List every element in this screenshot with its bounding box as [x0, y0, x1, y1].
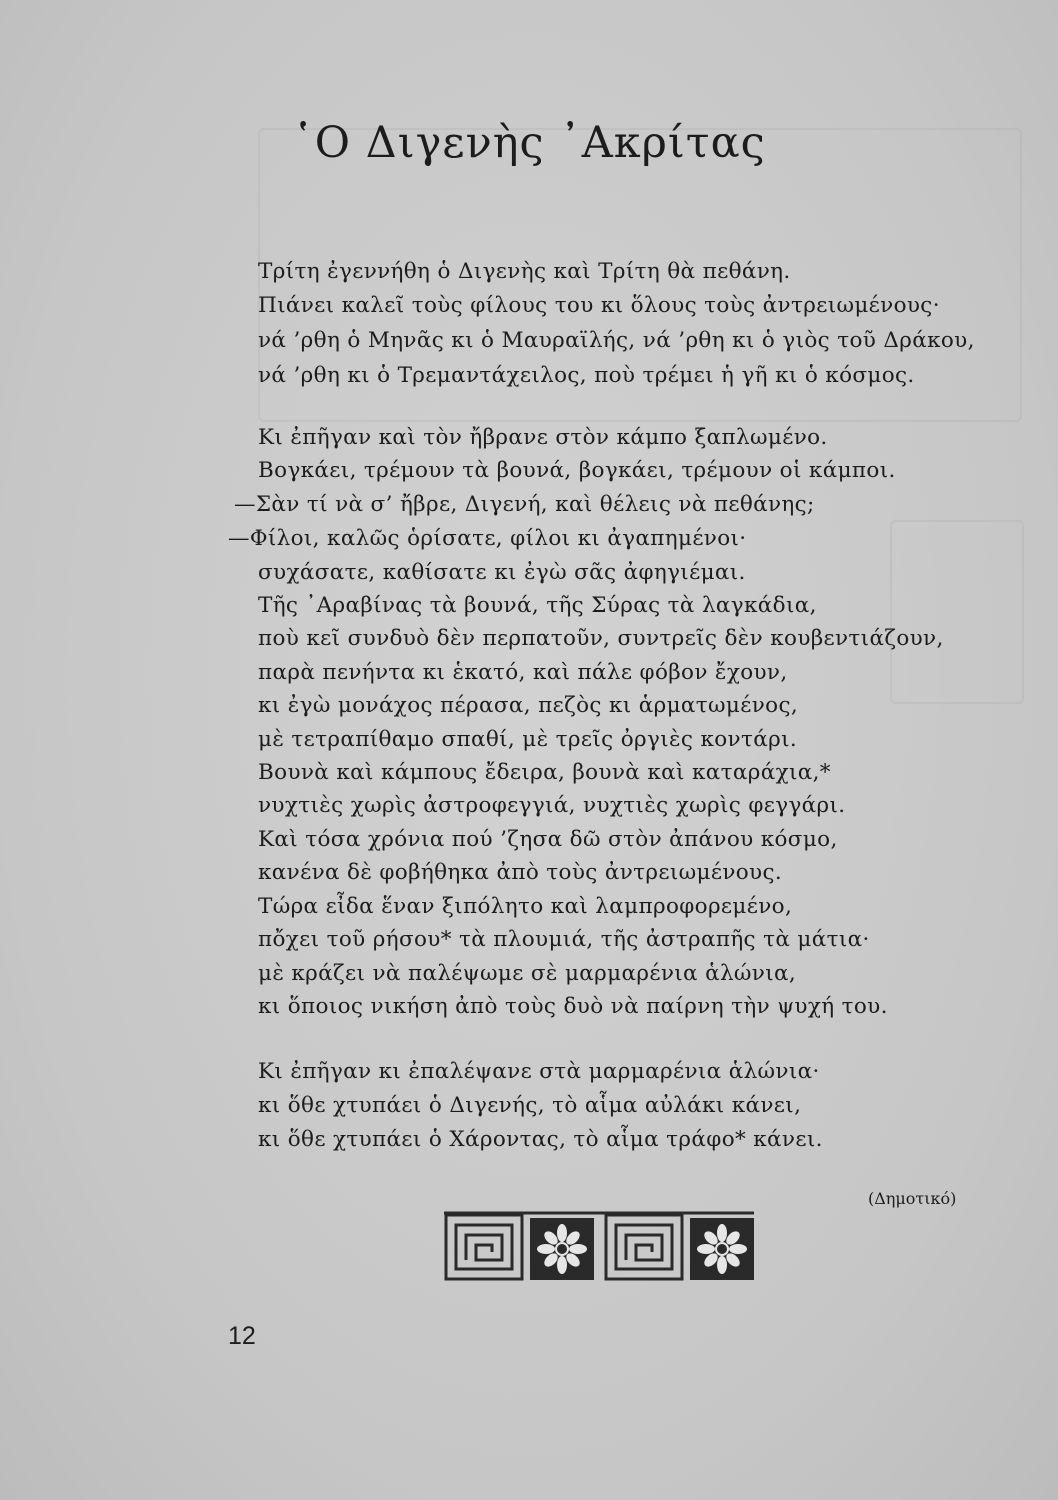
poem-line: νά ’ρθη κι ὁ Τρεμαντάχειλος, ποὺ τρέμει ἡ γῆ κι ὁ κόσμος. [258, 363, 915, 388]
poem-line: Τῆς ᾿Αραβίνας τὰ βουνά, τῆς Σύρας τὰ λαγκάδια, [258, 593, 817, 618]
poem-line: κι ὅποιος νικήση ἀπὸ τοὺς δυὸ νὰ παίρνη τὴν ψυχή του. [258, 994, 888, 1019]
poem-line: κι ὅθε χτυπάει ὁ Διγενής, τὸ αἷμα αὐλάκι κάνει, [258, 1093, 802, 1118]
poem-line: Καὶ τόσα χρόνια πού ’ζησα δῶ στὸν ἀπάνου κόσμο, [258, 827, 838, 852]
attribution: (Δημοτικό) [868, 1189, 957, 1208]
poem-line: —Φίλοι, καλῶς ὁρίσατε, φίλοι κι ἀγαπημένοι· [228, 526, 747, 551]
poem-line: Τρίτη ἐγεννήθη ὁ Διγενὴς καὶ Τρίτη θὰ πεθάνη. [258, 259, 791, 284]
poem-line: νά ’ρθη ὁ Μηνᾶς κι ὁ Μαυραϊλής, νά ’ρθη κι ὁ γιὸς τοῦ Δράκου, [258, 328, 975, 353]
meander-key-icon [446, 1215, 522, 1279]
poem-line: Βογκάει, τρέμουν τὰ βουνά, βογκάει, τρέμουν οἱ κάμποι. [258, 458, 896, 483]
poem-line: συχάσατε, καθίσατε κι ἐγὼ σᾶς ἀφηγιέμαι. [258, 560, 746, 585]
poem-line: ποὺ κεῖ συνδυὸ δὲν περπατοῦν, συντρεῖς δὲν κουβεντιάζουν, [258, 626, 944, 651]
rosette-icon [530, 1218, 594, 1280]
poem-line: κανένα δὲ φοβήθηκα ἀπὸ τοὺς ἀντρειωμένους. [258, 860, 783, 885]
page-number: 12 [228, 1322, 256, 1350]
poem-line: παρὰ πενήντα κι ἑκατό, καὶ πάλε φόβον ἔχουν, [258, 660, 788, 685]
poem-line: κι ὅθε χτυπάει ὁ Χάροντας, τὸ αἷμα τράφο* κάνει. [258, 1127, 823, 1152]
poem-line: κι ἐγὼ μονάχος πέρασα, πεζὸς κι ἁρματωμένος, [258, 693, 799, 718]
poem-line: Κι ἐπῆγαν κι ἐπαλέψανε στὰ μαρμαρένια ἁλώνια· [258, 1059, 820, 1084]
poem-line: —Σὰν τί νὰ σ’ ἤβρε, Διγενή, καὶ θέλεις νὰ πεθάνης; [234, 492, 815, 517]
poem-line: Τώρα εἶδα ἕναν ξιπόλητο καὶ λαμπροφορεμένο, [258, 894, 793, 919]
meander-key-icon [606, 1215, 682, 1279]
poem-title: ῾Ο Διγενὴς ᾿Ακρίτας [292, 118, 766, 168]
poem-line: πὄχει τοῦ ρήσου* τὰ πλουμιά, τῆς ἀστραπῆς τὰ μάτια· [258, 927, 870, 952]
poem-line: Βουνὰ καὶ κάμπους ἔδειρα, βουνὰ καὶ καταράχια,* [258, 760, 831, 785]
poem-line: Πιάνει καλεῖ τοὺς φίλους του κι ὅλους τοὺς ἀντρειωμένους· [258, 293, 940, 318]
poem-line: Κι ἐπῆγαν καὶ τὸν ἤβρανε στὸν κάμπο ξαπλωμένο. [258, 425, 828, 450]
rosette-icon [690, 1218, 754, 1280]
meander-ornament [444, 1210, 756, 1282]
bleed-through-column [890, 520, 1024, 704]
poem-line: μὲ κράζει νὰ παλέψωμε σὲ μαρμαρένια ἁλώνια, [258, 961, 797, 986]
poem-line: νυχτιὲς χωρὶς ἀστροφεγγιά, νυχτιὲς χωρὶς φεγγάρι. [258, 793, 846, 818]
poem-line: μὲ τετραπίθαμο σπαθί, μὲ τρεῖς ὀργιὲς κοντάρι. [258, 727, 798, 752]
